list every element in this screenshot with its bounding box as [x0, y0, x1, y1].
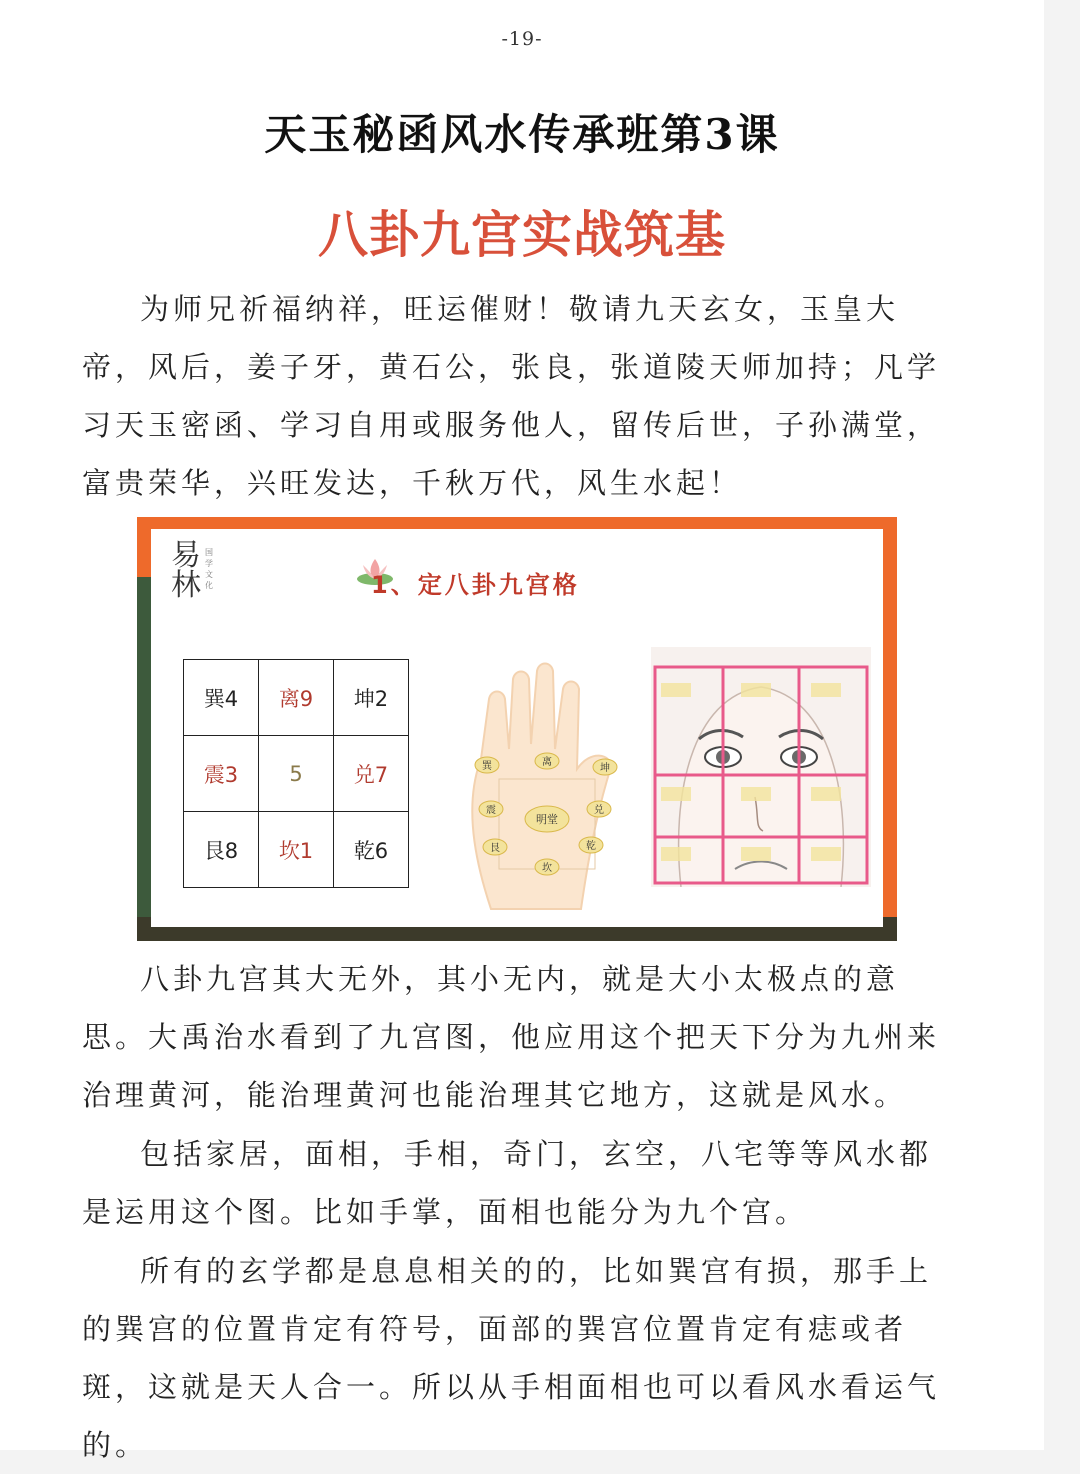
logo-text: 易林 [171, 538, 201, 603]
face-nine-palace-illustration [651, 647, 871, 887]
grid-cell-zhen: 震3 [184, 736, 259, 812]
palm-diagram [451, 649, 631, 919]
palm-label-gen: 艮 [490, 843, 500, 854]
palm-label-qian: 乾 [586, 841, 596, 852]
palm-label-kun: 坤 [600, 763, 610, 774]
grid-cell-li: 离9 [259, 660, 334, 736]
grid-cell-xun: 巽4 [184, 660, 259, 736]
palm-label-center: 明堂 [536, 813, 558, 826]
grid-cell-qian: 乾6 [334, 812, 409, 888]
paragraph-blessing: 为师兄祈福纳祥，旺运催财！敬请九天玄女，玉皇大帝，风后，姜子牙，黄石公，张良，张道陵天师加持；凡学习天玉密函、学习自用或服务他人，留传后世，子孙满堂，富贵荣华，兴旺发达，千秋万代，风生水起！ [82, 292, 941, 500]
grid-cell-kun: 坤2 [334, 660, 409, 736]
grid-cell-center: 5 [259, 736, 334, 812]
figure-decoration [137, 577, 151, 917]
grid-cell-gen: 艮8 [184, 812, 259, 888]
palm-label-li: 离 [542, 757, 552, 768]
paragraph-bagua-meaning: 八卦九宫其大无外，其小无内，就是大小太极点的意思。大禹治水看到了九宫图，他应用这个把天下分为九州来治理黄河，能治理黄河也能治理其它地方，这就是风水。 [82, 962, 941, 1112]
yilin-logo [165, 539, 225, 619]
palm-label-dui: 兑 [594, 805, 604, 816]
page-number: -19- [501, 28, 543, 50]
palm-label-xun: 巽 [482, 761, 492, 772]
grid-cell-dui: 兑7 [334, 736, 409, 812]
bagua-figure [137, 517, 897, 941]
palm-label-kan: 坎 [542, 863, 552, 874]
lesson-title: 天玉秘函风水传承班第3课 [264, 110, 780, 159]
paragraph-applications: 包括家居，面相，手相，奇门，玄空，八宅等等风水都是运用这个图。比如手掌，面相也能分为九个宫。 [82, 1137, 933, 1229]
nine-palace-grid [183, 659, 409, 888]
logo-side-text: 国学文化 [205, 548, 213, 590]
palm-label-zhen: 震 [486, 805, 496, 816]
paragraph-unity: 所有的玄学都是息息相关的的，比如巽宫有损，那手上的巽宫的位置肯定有符号，面部的巽宫位置肯定有痣或者斑，这就是天人合一。所以从手相面相也可以看风水看运气的。 [82, 1254, 941, 1462]
grid-cell-kan: 坎1 [259, 812, 334, 888]
figure-content [151, 529, 883, 927]
lesson-subtitle: 八卦九宫实战筑基 [318, 206, 726, 264]
figure-title: 1、定八卦九宫格 [371, 571, 580, 599]
